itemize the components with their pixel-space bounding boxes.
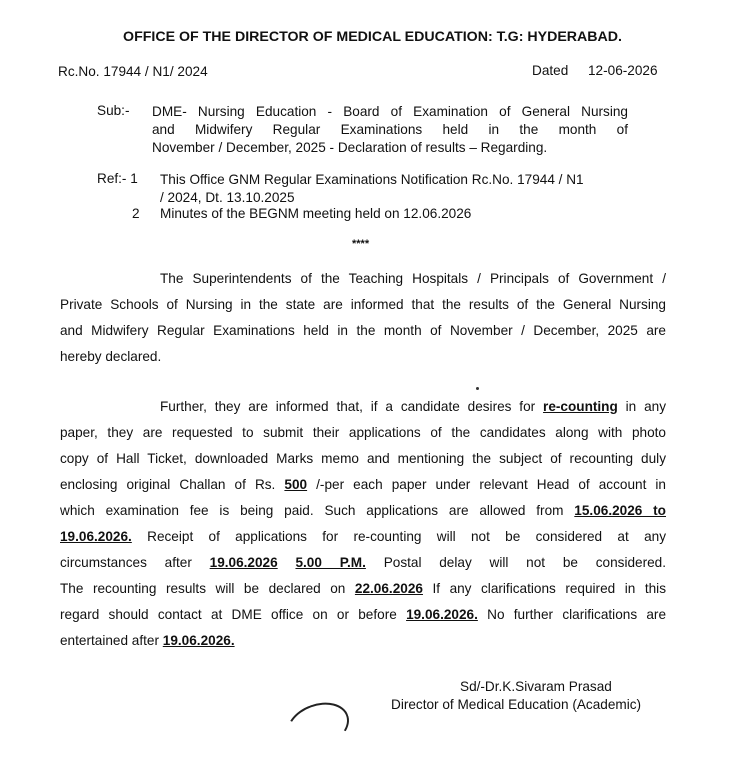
clarification-date: 19.06.2026. (406, 607, 478, 622)
deadline-time: 5.00 P.M. (295, 555, 366, 570)
subject-line: and Midwifery Regular Examinations held in the month of (152, 122, 628, 137)
paragraph-results (60, 266, 666, 370)
paragraph-line: The recounting results will be declared on 22.06.2026 If any clarifications required in this (60, 581, 666, 596)
fee-amount: 500 (284, 477, 308, 492)
paragraph-line: which examination fee is being paid. Such applications are allowed from 15.06.2026 to (60, 503, 666, 518)
paragraph-line: regard should contact at DME office on or before 19.06.2026. No further clarifications are (60, 607, 667, 622)
reference-number-2: 2 (132, 206, 140, 221)
subject-label: Sub:- (97, 103, 130, 118)
stray-mark (476, 387, 479, 390)
signature-name: Sd/-Dr.K.Sivaram Prasad (460, 679, 612, 694)
paragraph-recounting (60, 394, 666, 654)
paragraph-line: The Superintendents of the Teaching Hospitals / Principals of Government / (160, 271, 666, 286)
reference-label: Ref:- 1 (97, 171, 138, 186)
paragraph-line: 19.06.2026. Receipt of applications for re-counting will not be considered at any (60, 529, 666, 544)
paragraph-line: paper, they are requested to submit their applications of the candidates along with photo (60, 425, 666, 440)
date-label: Dated (532, 63, 569, 78)
start-date: 15.06.2026 to (574, 503, 666, 518)
signature-title: Director of Medical Education (Academic) (391, 697, 642, 712)
paragraph-line: hereby declared. (60, 349, 162, 364)
paragraph-line: entertained after 19.06.2026. (60, 633, 235, 648)
paragraph-line: Private Schools of Nursing in the state are informed that the results of the General Nursing (60, 297, 666, 312)
paragraph-line: copy of Hall Ticket, downloaded Marks memo and mentioning the subject of recounting duly (60, 451, 666, 466)
paragraph-line: enclosing original Challan of Rs. 500 /-per each paper under relevant Head of account in (60, 477, 666, 492)
paragraph-line: Further, they are informed that, if a candidate desires for re-counting in any (160, 399, 667, 414)
signature-stamp-mark (280, 694, 355, 757)
date-value: 12-06-2026 (588, 63, 658, 78)
subject-line: November / December, 2025 - Declaration of results – Regarding. (152, 140, 548, 155)
reference-line: / 2024, Dt. 13.10.2025 (160, 190, 295, 205)
reference-item-1 (160, 171, 638, 207)
reference-item-2: Minutes of the BEGNM meeting held on 12.06.2026 (160, 206, 472, 221)
recounting-term: re-counting (543, 399, 618, 414)
results-date: 22.06.2026 (354, 581, 423, 596)
paragraph-line: and Midwifery Regular Examinations held in the month of November / December, 2025 are (60, 323, 666, 338)
separator: **** (352, 238, 370, 250)
subject-line: DME- Nursing Education - Board of Examination of General Nursing (152, 104, 628, 119)
final-date: 19.06.2026. (162, 633, 235, 648)
paragraph-line: circumstances after 19.06.2026 5.00 P.M. Postal delay will not be considered. (60, 555, 667, 570)
deadline-date: 19.06.2026 (209, 555, 278, 570)
page-title: OFFICE OF THE DIRECTOR OF MEDICAL EDUCATION: T.G: HYDERABAD. (123, 29, 622, 45)
subject-text (152, 103, 628, 157)
reference-line: This Office GNM Regular Examinations Notification Rc.No. 17944 / N1 (160, 172, 584, 187)
reference-number: Rc.No. 17944 / N1/ 2024 (58, 64, 208, 79)
end-date: 19.06.2026. (60, 529, 132, 544)
